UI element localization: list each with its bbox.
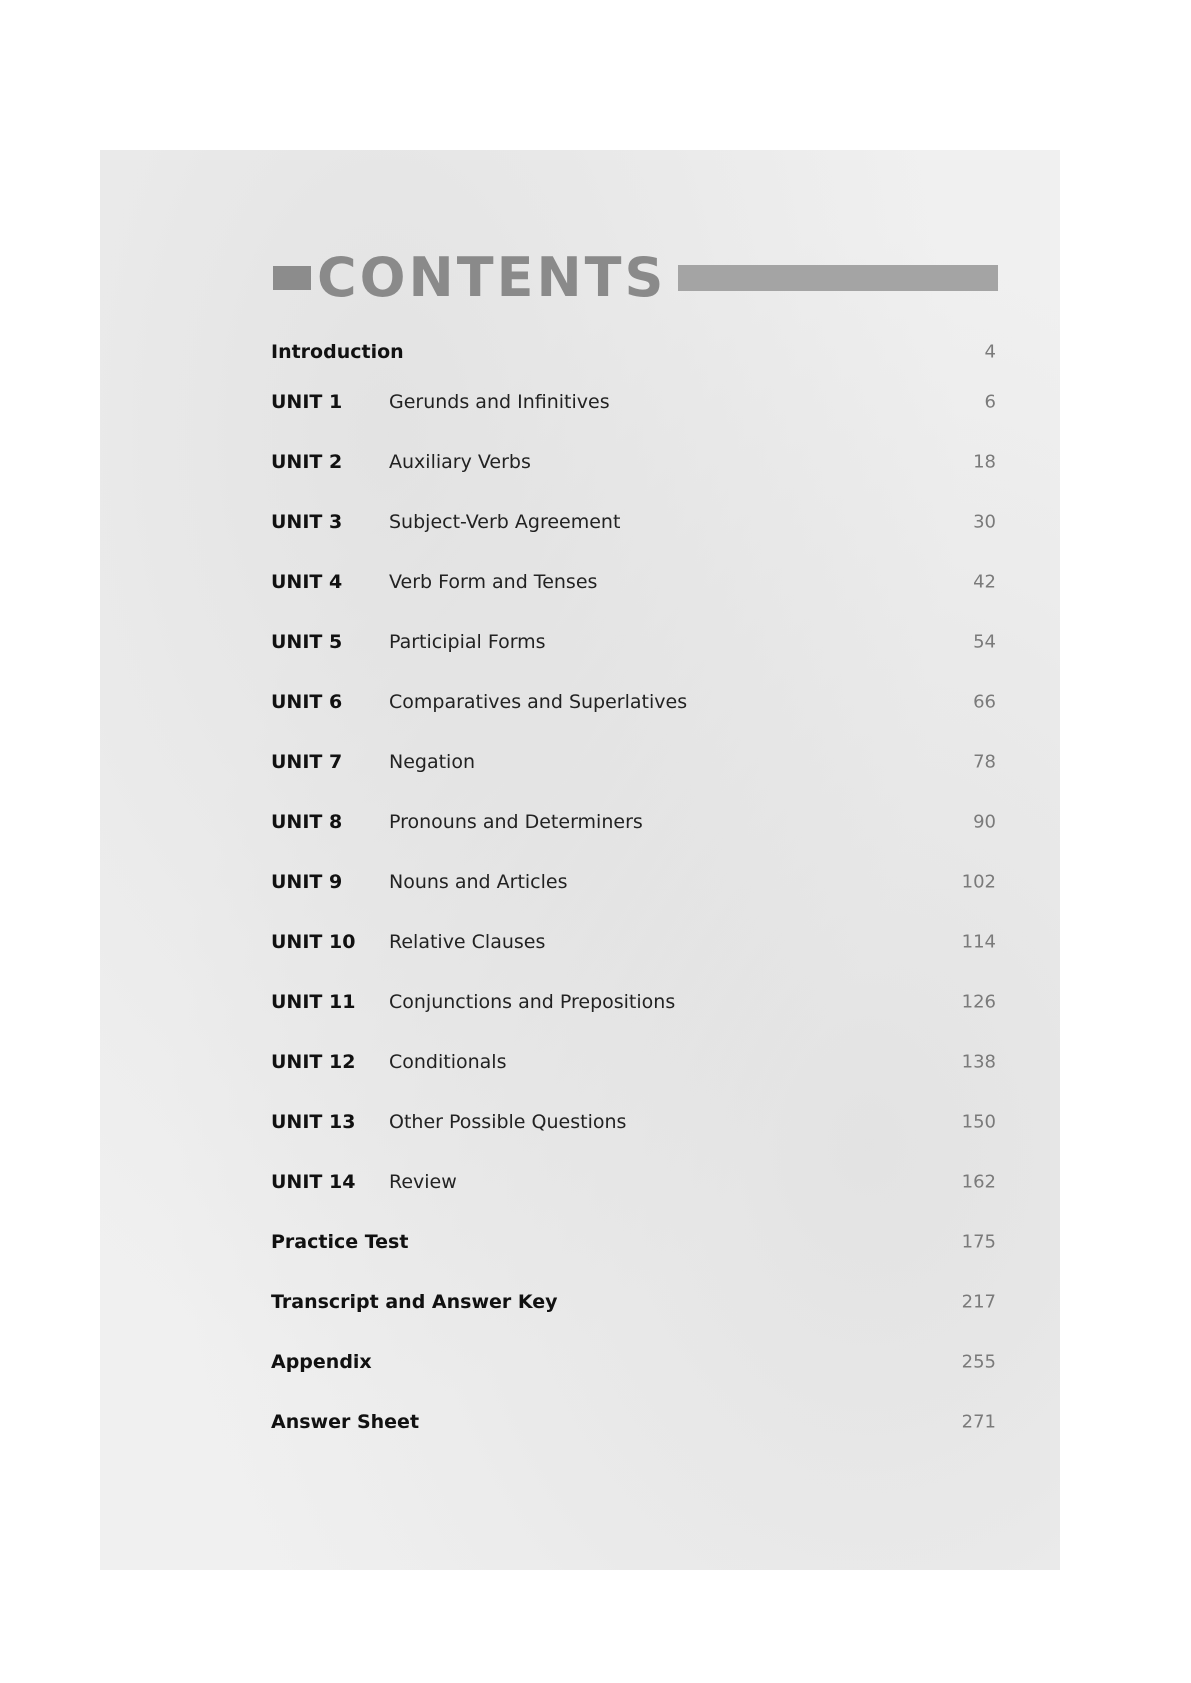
- toc-row-unit-1[interactable]: [271, 372, 996, 432]
- unit-label: UNIT 11: [271, 991, 356, 1013]
- unit-label: UNIT 2: [271, 451, 343, 473]
- page-title: CONTENTS: [317, 246, 667, 309]
- unit-label: UNIT 1: [271, 391, 343, 413]
- toc-row-unit-14[interactable]: [271, 1152, 996, 1212]
- toc-row-unit-3[interactable]: [271, 492, 996, 552]
- unit-label: UNIT 12: [271, 1051, 356, 1073]
- toc-row-unit-12[interactable]: [271, 1032, 996, 1092]
- toc-title: Practice Test: [271, 1231, 409, 1253]
- toc-page-number: 126: [961, 991, 996, 1013]
- toc-page-number: 90: [973, 811, 996, 833]
- unit-label: UNIT 13: [271, 1111, 356, 1133]
- toc-page-number: 30: [973, 511, 996, 533]
- toc-row-unit-7[interactable]: [271, 732, 996, 792]
- toc-page-number: 102: [961, 871, 996, 893]
- toc-title: Transcript and Answer Key: [271, 1291, 558, 1313]
- toc-title: Answer Sheet: [271, 1411, 420, 1433]
- toc-row-unit-9[interactable]: [271, 852, 996, 912]
- unit-title: Gerunds and Infinitives: [389, 391, 610, 413]
- unit-label: UNIT 8: [271, 811, 343, 833]
- unit-label: UNIT 10: [271, 931, 356, 953]
- toc-row-unit-2[interactable]: [271, 432, 996, 492]
- toc-row-appendix[interactable]: [271, 1332, 996, 1392]
- toc-page-number: 4: [984, 341, 996, 363]
- unit-title: Negation: [389, 751, 476, 773]
- unit-label: UNIT 9: [271, 871, 343, 893]
- unit-label: UNIT 7: [271, 751, 343, 773]
- unit-label: UNIT 3: [271, 511, 343, 533]
- toc-row-unit-5[interactable]: [271, 612, 996, 672]
- toc-row-transcript-answer-key[interactable]: [271, 1272, 996, 1332]
- unit-title: Conjunctions and Prepositions: [389, 991, 676, 1013]
- toc-row-introduction[interactable]: [271, 332, 996, 372]
- toc-page-number: 217: [961, 1291, 996, 1313]
- unit-title: Comparatives and Superlatives: [389, 691, 688, 713]
- header-rule: [678, 265, 998, 291]
- toc-row-unit-8[interactable]: [271, 792, 996, 852]
- toc-page-number: 114: [961, 931, 996, 953]
- toc-page-number: 78: [973, 751, 996, 773]
- toc-title: Appendix: [271, 1351, 372, 1373]
- unit-title: Relative Clauses: [389, 931, 546, 953]
- toc-page-number: 18: [973, 451, 996, 473]
- toc-title: Introduction: [271, 341, 404, 363]
- toc-page-number: 42: [973, 571, 996, 593]
- unit-title: Pronouns and Determiners: [389, 811, 643, 833]
- toc-row-answer-sheet[interactable]: [271, 1392, 996, 1452]
- unit-title: Nouns and Articles: [389, 871, 568, 893]
- unit-title: Conditionals: [389, 1051, 507, 1073]
- toc-page-number: 150: [961, 1111, 996, 1133]
- contents-header: [273, 246, 998, 309]
- toc-row-unit-6[interactable]: [271, 672, 996, 732]
- toc-page-number: 6: [984, 391, 996, 413]
- table-of-contents: [271, 332, 996, 1452]
- toc-row-unit-10[interactable]: [271, 912, 996, 972]
- toc-page-number: 255: [961, 1351, 996, 1373]
- unit-title: Participial Forms: [389, 631, 546, 653]
- unit-label: UNIT 6: [271, 691, 343, 713]
- unit-title: Auxiliary Verbs: [389, 451, 531, 473]
- toc-page-number: 175: [961, 1231, 996, 1253]
- unit-title: Review: [389, 1171, 457, 1193]
- toc-row-practice-test[interactable]: [271, 1212, 996, 1272]
- unit-title: Verb Form and Tenses: [389, 571, 598, 593]
- unit-label: UNIT 5: [271, 631, 343, 653]
- toc-page-number: 162: [961, 1171, 996, 1193]
- unit-label: UNIT 14: [271, 1171, 356, 1193]
- unit-title: Subject-Verb Agreement: [389, 511, 621, 533]
- toc-row-unit-11[interactable]: [271, 972, 996, 1032]
- toc-page-number: 271: [961, 1411, 996, 1433]
- toc-page-number: 138: [961, 1051, 996, 1073]
- toc-page-number: 54: [973, 631, 996, 653]
- header-square: [273, 266, 311, 290]
- unit-title: Other Possible Questions: [389, 1111, 627, 1133]
- toc-row-unit-4[interactable]: [271, 552, 996, 612]
- unit-label: UNIT 4: [271, 571, 343, 593]
- toc-page-number: 66: [973, 691, 996, 713]
- toc-row-unit-13[interactable]: [271, 1092, 996, 1152]
